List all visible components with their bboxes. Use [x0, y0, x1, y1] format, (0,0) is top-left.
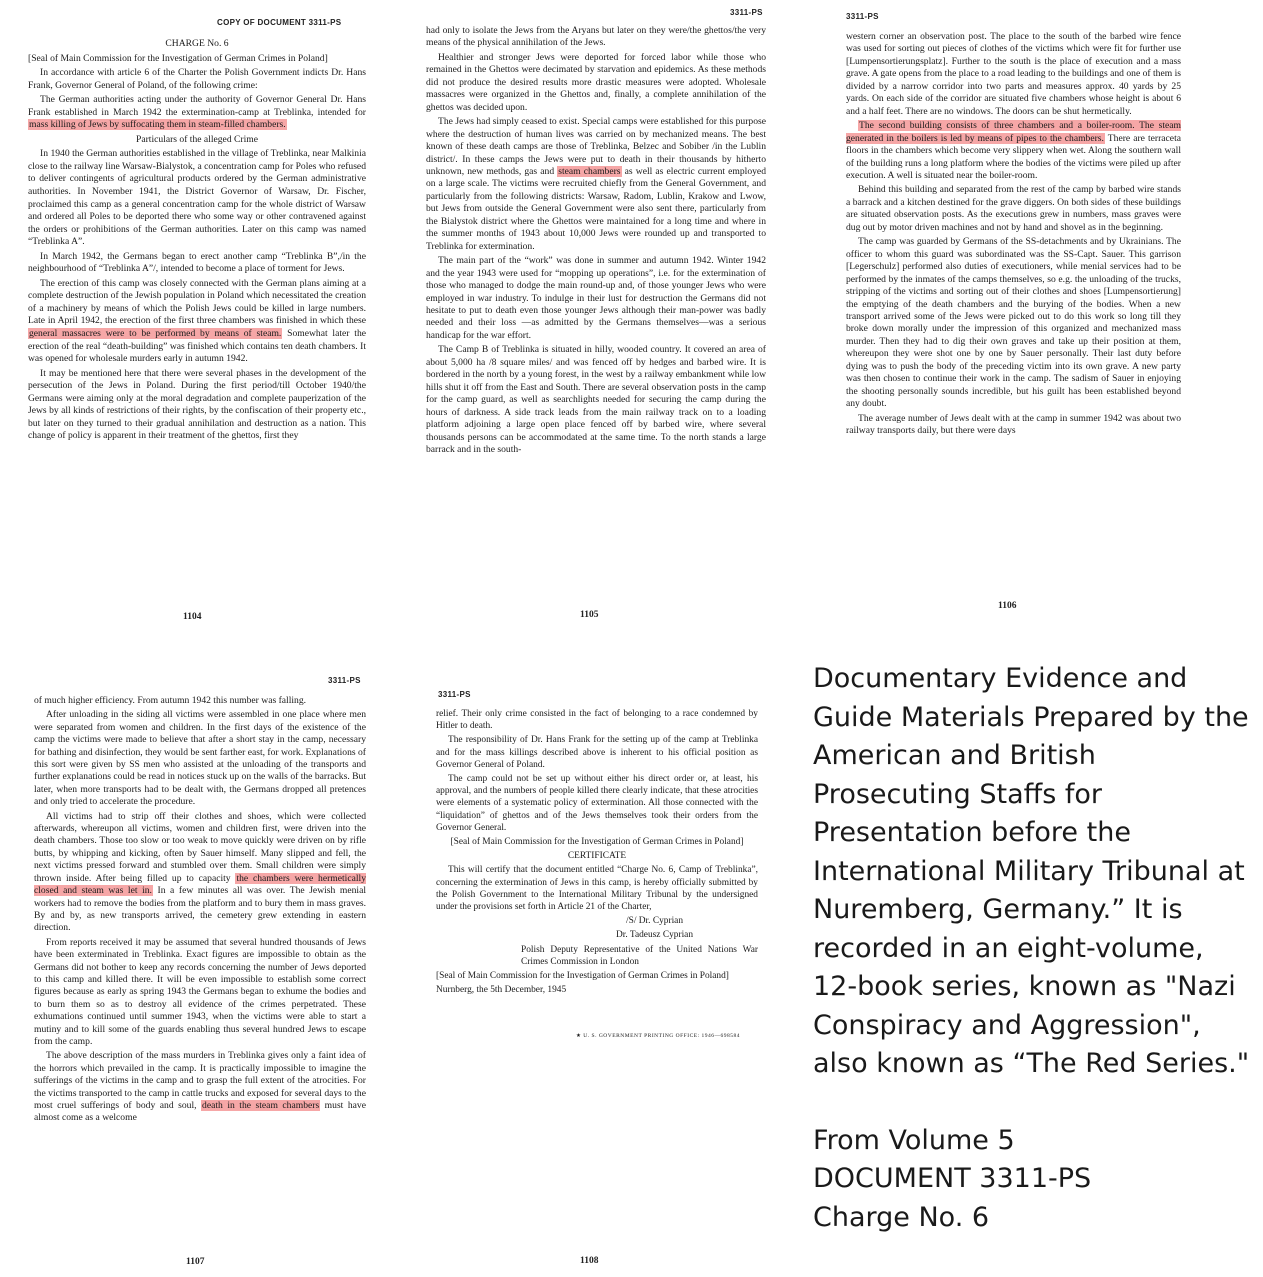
paragraph [436, 850, 758, 862]
text-run: The responsibility of Dr. Hans Frank for the setting up of the camp at Treblinka and for the mass killings described above is inherent to his official position as Governor General of Poland. [436, 735, 758, 770]
text-run: western corner an observation post. The place to the south of the barbed wire fence was used for sorting out pieces of clothes of the victims which were fit for further use [Lumpensortierungsplatz]. Further to the south is the place of execution and a mass grave. A gate opens from the place to a road leading to the buildings and one of them is divided by a narrow corridor into two parts and measures approx. 40 yards by 25 yards. On each side of the corridor are situated five chambers whose height is about 6 and a half feet. There are no windows. The doors can be shut hermetically. [846, 31, 1181, 117]
document-page-1105 [418, 4, 776, 628]
text-run: relief. Their only crime consisted in the fact of belonging to a race condemned by Hitler to death. [436, 709, 758, 732]
text-run: Nurnberg, the 5th December, 1945 [436, 985, 567, 996]
paragraph [436, 915, 758, 927]
text-run: must have almost come as a welcome [34, 1100, 366, 1124]
paragraph [436, 708, 758, 732]
paragraph [426, 344, 766, 456]
paragraph [846, 184, 1181, 234]
text-run: [Seal of Main Commission for the Investigation of German Crimes in Poland] [28, 52, 328, 64]
text-run: After unloading in the siding all victims were assembled in one place where men were separated from women and children. In the first days of the existence of the camp the victims were made to believe that after a short stay in the camp, necessary for bathing and disinfection, they would be sent farther east, for work. Explanations of this sort were given by SS men who assisted at the unloading of the transports and further explanations could be read in notices stuck up on the walls of the barracks. But later, when more transports had to be dealt with, the Germans dropped all pretences and only tried to accelerate the procedure. [34, 709, 366, 808]
text-run: In a few minutes all was over. The Jewish menial workers had to remove the bodies from the platform and to bury them in mass graves. By and by, as new transports arrived, the cemetery grew extending in eastern direction. [34, 885, 366, 934]
text-run: CHARGE No. 6 [165, 38, 229, 49]
paragraph [28, 368, 366, 443]
text-run: All victims had to strip off their clothes and shoes, which were collected afterwards, whereupon all victims, women and children first, were driven into the death chambers. Those too slow or too weak to move quickly were driven on by rifle butts, by whipping and kicking, often by Sauer himself. Many slipped and fell, the next victims pressed forward and stumbled over them. Small children were simply thrown inside. After being filled up to capacity [34, 810, 366, 884]
text-run: This will certify that the document entitled “Charge No. 6, Camp of Treblinka”, concerning the extermination of Jews in this camp, is hereby officially submitted by the Polish Government to the International Military Tribunal by the undersigned under the provisions set forth in Article 21 of the Charter, [436, 865, 758, 913]
text-run: In March 1942, the Germans began to erect another camp “Treblinka B”,/in the neighbourhood of “Treblinka A”/, intended to become a place of torment for Jews. [28, 250, 366, 275]
text-run: In accordance with article 6 of the Charter the Polish Government indicts Dr. Hans Frank, Governor General of Poland, of the following crime: [28, 67, 366, 91]
caption-volume: From Volume 5 [813, 1124, 1015, 1156]
paragraph [28, 94, 366, 132]
paragraph [846, 31, 1181, 118]
page-body [34, 695, 366, 1127]
highlighted-text: mass killing of Jews by suffocating them in steam-filled chambers. [29, 119, 286, 131]
text-run: The average number of Jews dealt with at the camp in summer 1942 was about two railway transports daily, but there were days [846, 412, 1181, 437]
caption-main-text: Documentary Evidence and Guide Materials Prepared by the American and British Prosecuting Staffs for Presentation before the International Military Tribunal at Nuremberg, Germany.” It is recorded in an eight-volume, 12-book series, known as "Nazi Conspiracy and Aggression", also known as “The Red Series." [813, 663, 1250, 1079]
page-number: 1106 [998, 601, 1017, 611]
page-body [426, 25, 766, 458]
paragraph [436, 836, 758, 848]
paragraph [426, 25, 766, 50]
text-run: From reports received it may be assumed that several hundred thousands of Jews have been exterminated in Treblinka. Exact figures are impossible to obtain as the Germans did not bother to keep any records concerning the number of Jews deported to this camp and killed there. It will be even impossible to establish some correct figures because as early as spring 1943 the Germans began to exhume the bodies and to burn them so as to destroy all evidence of the crimes perpetrated. These exhumations continued until summer 1943, when the victims were able to start a mutiny and to kill some of the guards enabling thus several hundred Jews to escape from the camp. [34, 936, 366, 1047]
paragraph [426, 255, 766, 342]
page-header: 3311-PS [846, 12, 879, 21]
text-run: [Seal of Main Commission for the Investigation of German Crimes in Poland] [436, 971, 729, 982]
text-run: The German authorities acting under the authority of Governor General Dr. Hans Frank established in March 1942 the extermination-camp at Treblinka, intended for [28, 94, 366, 118]
paragraph [34, 937, 366, 1049]
page-body [436, 708, 758, 998]
page-header: 3311-PS [730, 8, 763, 17]
text-run: Somewhat later the erection of the real “death-building” was finished which contains ten death chambers. It was opened for wholesale murders early in autumn 1942. [28, 328, 366, 365]
text-run: The erection of this camp was closely connected with the German plans aiming at a complete destruction of the Jewish population in Poland which necessitated the creation of a machinery by means of which the Polish Jews could be killed in large numbers. Late in April 1942, the erection of the first three chambers was finished in which these [28, 277, 366, 327]
paragraph [436, 773, 758, 834]
text-run: Polish Deputy Representative of the United Nations War Crimes Commission in London [521, 944, 758, 967]
highlighted-text: general massacres were to be performed by means of steam. [29, 328, 282, 340]
text-run: The above description of the mass murders in Treblinka gives only a faint idea of the horrors which prevailed in the camp. It is practically impossible to imagine the sufferings of the victims in the camp and to grasp the full extent of the atrocities. For the victims transported to the camp in cattle trucks and exposed for several days to the most cruel sufferings of body and soul, [34, 1050, 366, 1111]
paragraph [34, 695, 366, 707]
text-run: The camp was guarded by Germans of the SS-detachments and by Ukrainians. The officer to whom this guard was subordinated was the SS-Capt. Sauer. This garrison [Legerschulz] performed also duties of executioners, while menial services had to be performed by the inmates of the camps themselves, so e.g. the unloading of the trucks, stripping of the victims and sorting out of their clothes and shoes [Lumpensortierung] the emptying of the death chambers and the burying of the bodies. When a new transport arrived some of the Jews were picked out to do this work so long till they broke down morally under the impression of this organized and mechanized mass murder. Then they had to dig their own graves and take up their position at them, whereupon they were shot one by one by Sauer personally. Their last duty before dying was to push the body of the preceding victim into its own grave. A new party was then chosen to continue their work in the camp. The sadism of Sauer in enjoying the shooting personally sounds incredible, but his guilt has been established beyond any doubt. [846, 236, 1181, 410]
text-run: Behind this building and separated from the rest of the camp by barbed wire stands a barrack and a kitchen destined for the grave diggers. On both sides of these buildings are situated observation posts. As the executions grew in numbers, mass graves were dug out by motor driven machines and not by hand and shovel as in the beginning. [846, 184, 1181, 233]
text-run: had only to isolate the Jews from the Aryans but later on they were/the ghettos/the very means of the physical annihilation of the Jews. [426, 25, 766, 49]
highlighted-text: steam chambers [558, 165, 621, 177]
text-run: CERTIFICATE [567, 851, 627, 862]
paragraph [28, 38, 366, 51]
highlighted-text: death in the steam chambers [202, 1100, 320, 1111]
page-number: 1107 [186, 1257, 205, 1267]
paragraph [34, 709, 366, 808]
paragraph [34, 1050, 366, 1124]
document-page-1108 [428, 680, 768, 1274]
page-header: 3311-PS [328, 676, 361, 685]
text-run: [Seal of Main Commission for the Investigation of German Crimes in Poland] [450, 837, 744, 848]
text-run: It may be mentioned here that there were several phases in the development of the persecution of the Jews in Poland. During the first period/till October 1940/the Germans were aiming only at the moral degradation and complete pauperization of the Jews by all kinds of restrictions of their rights, by the confiscation of their property etc., but later on they turned to their gradual annihilation and destruction as a nation. This change of policy is apparent in their treatment of the ghettos, first they [28, 367, 366, 442]
gpo-footer-note: ★ U. S. GOVERNMENT PRINTING OFFICE: 1946—698584 [576, 1033, 741, 1039]
page-number: 1108 [580, 1256, 599, 1266]
highlighted-text: the chambers were hermetically closed and steam was let in. [34, 872, 366, 897]
text-run: of much higher efficiency. From autumn 1942 this number was falling. [34, 695, 307, 706]
paragraph [28, 134, 366, 147]
text-run: There are terraceta floors in the chambers which become very slippery when wet. Along the southern wall of the building runs a long platform where the bodies of the victims were piled up after execution. A well is situated near the boiler-room. [846, 132, 1181, 181]
paragraph [436, 984, 758, 996]
page-number: 1105 [580, 610, 599, 620]
caption-charge: Charge No. 6 [813, 1201, 990, 1233]
paragraph [436, 734, 758, 771]
paragraph [846, 120, 1181, 182]
page-body [28, 38, 366, 445]
paragraph [28, 53, 366, 66]
paragraph [846, 236, 1181, 410]
paragraph [846, 413, 1181, 438]
text-run: The camp could not be set up without either his direct order or, at least, his approval, and the numbers of people killed there clearly indicate, that these atrocities were elements of a systematic policy of extermination. All those connected with the “liquidation” of ghettos and of the Jews themselves took their orders from the Governor General. [436, 774, 758, 833]
paragraph [28, 251, 366, 276]
document-page-1107 [26, 668, 378, 1274]
caption-document: DOCUMENT 3311-PS [813, 1163, 1092, 1194]
text-run: In 1940 the German authorities established in the village of Treblinka, near Malkinia close to the railway line Warsaw-Bialystok, a concentration camp for Poles who refused to deliver contingents of agricultural products ordered by the German administrative authorities. In November 1941, the District Governor of Warsaw, Dr. Fischer, proclaimed this camp as a general concentration camp for the whole district of Warsaw and ordered all Poles to be deported there who some way or other contravened against the orders or prohibitions of the German authorities. Later on this camp was named “Treblinka A”. [28, 148, 366, 248]
paragraph [436, 864, 758, 913]
document-page-1106 [836, 4, 1194, 628]
highlighted-text: The second building consists of three chambers and a boiler-room. The steam generated in the boilers is led by means of pipes to the chambers. [846, 120, 1181, 144]
text-run: The Camp B of Treblinka is situated in hilly, wooded country. It covered an area of about 5,000 ha /8 square miles/ and was fenced off by hedges and barbed wire. It is bordered in the north by a young forest, in the west by a railway embankment while low hills shut it off from the East and South. There are several observation posts in the camp for the camp guard, as well as searchlights needed for securing the camp during the hours of darkness. A side track leads from the main railway track on to a loading platform adjoining a large open place fenced off by barbed wire, where several thousands persons can be accommodated at the same time. To the north stands a large barrack and in the south- [426, 344, 766, 455]
page-header: COPY OF DOCUMENT 3311-PS [217, 18, 342, 27]
page-number: 1104 [183, 612, 202, 622]
paragraph [436, 944, 758, 968]
paragraph [436, 970, 758, 982]
paragraph [436, 929, 758, 941]
paragraph [426, 52, 766, 114]
page-body [846, 31, 1181, 440]
text-run: The Jews had simply ceased to exist. Special camps were established for this purpose where the destruction of human lives was carried on by mechanized means. The best known of these death camps are those of Treblinka, Belzec and Sobiber /in the Lublin district/. In these camps the Jews were put to death in their thousands by hitherto unknown, new methods, gas and [426, 116, 766, 177]
paragraph [28, 278, 366, 366]
paragraph [28, 148, 366, 248]
paragraph [426, 116, 766, 253]
text-run: Particulars of the alleged Crime [135, 133, 258, 145]
text-run: The main part of the “work” was done in summer and autumn 1942. Winter 1942 and the year 1943 were used for “mopping up operations”, i.e. for the extermination of those who managed to dodge the main round-up and, of those younger Jews who were employed in war industry. To indulge in their lust for destruction the Germans did not hesitate to put to death even those younger Jews although their man-power was badly needed and their loss —as admitted by the Germans themselves—was a serious handicap for the war effort. [426, 255, 766, 341]
text-run: Dr. Tadeusz Cyprian [616, 930, 694, 941]
text-run: as well as electric current employed on a large scale. The victims were recruited chiefly from the General Government, and particularly from the following districts: Warsaw, Radom, Lublin, Krakow and Lwow, but Jews from outside the General Government were also sent there, particularly from the Bialystok district where the Ghettos were maintained for a long time and where in the summer months of 1943 about 10,000 Jews were rounded up and transported to Treblinka for extermination. [426, 165, 766, 252]
page-header: 3311-PS [438, 690, 471, 699]
document-page-1104 [20, 8, 378, 632]
paragraph [34, 811, 366, 935]
source-caption [813, 660, 1253, 1237]
text-run: /S/ Dr. Cyprian [626, 916, 684, 927]
paragraph [28, 67, 366, 92]
text-run: Healthier and stronger Jews were deported for forced labor while those who remained in the Ghettos were decimated by starvation and epidemics. As these methods did not produce the desired results more drastic measures were adopted. Wholesale massacres were organized in the Ghettos and, finally, a complete annihilation of the ghettos was decided upon. [426, 51, 766, 113]
